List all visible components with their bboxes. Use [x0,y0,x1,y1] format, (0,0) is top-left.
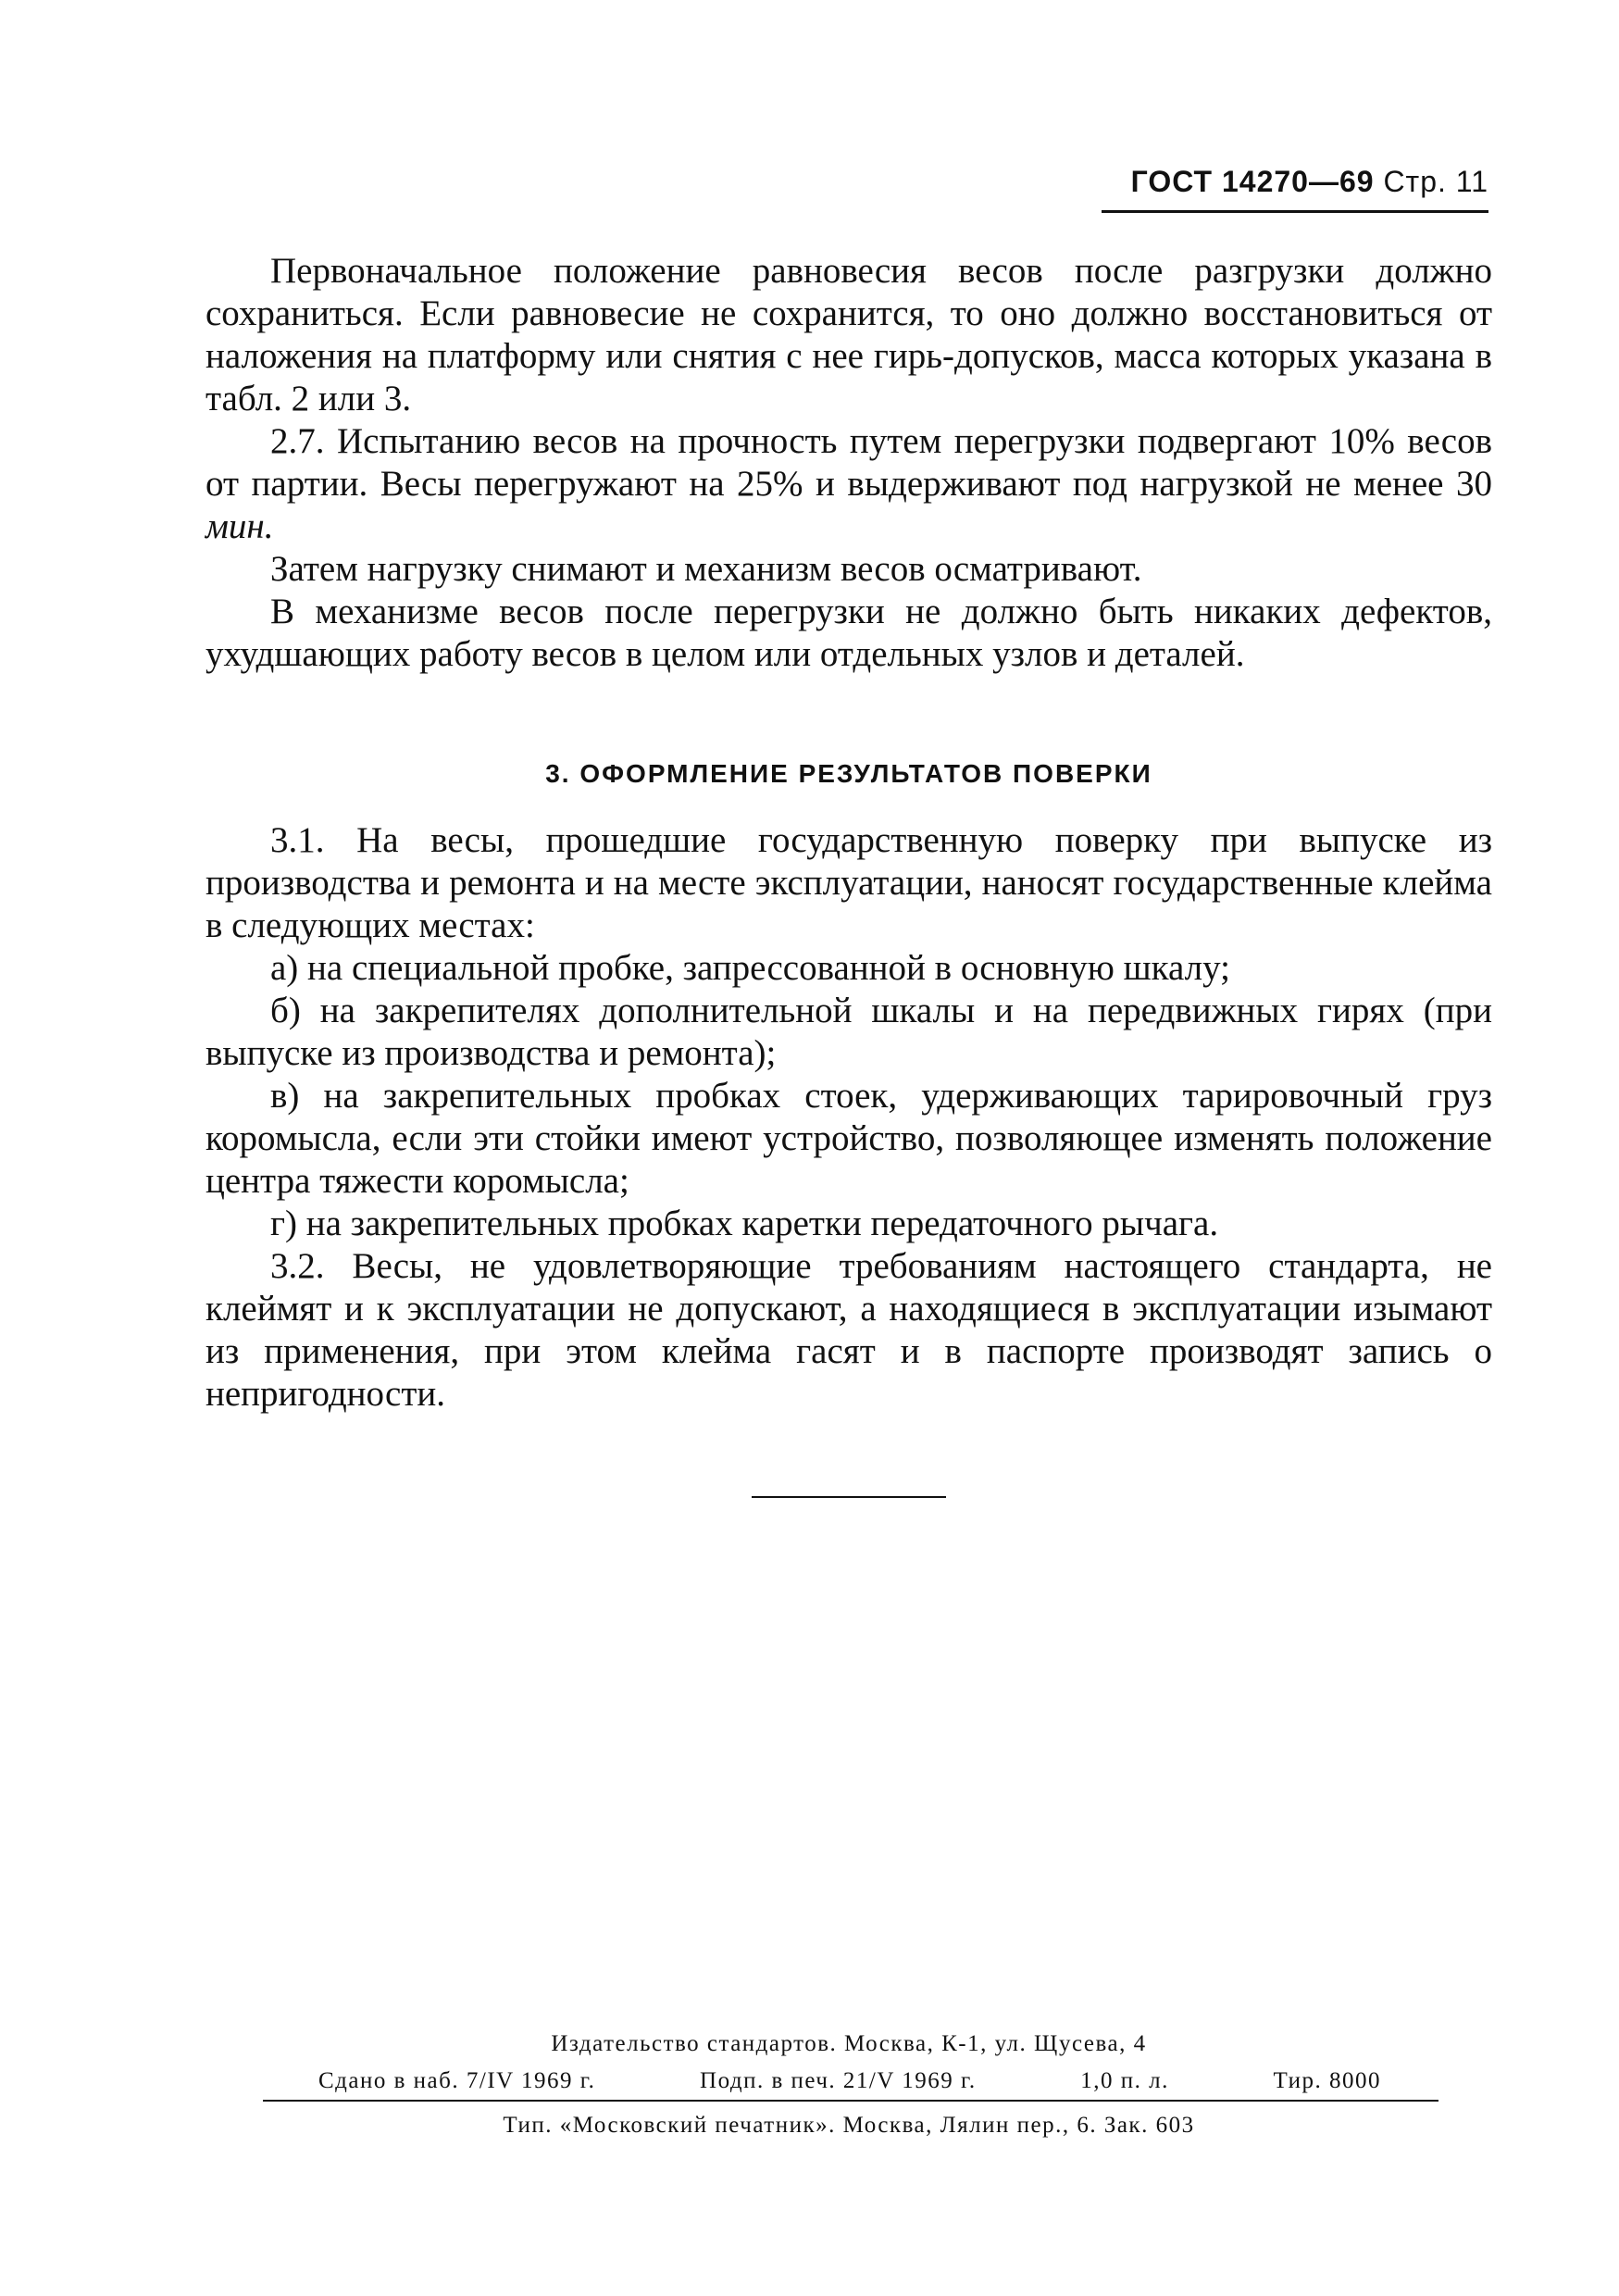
typeset-date: Сдано в наб. 7/IV 1969 г. [318,2068,596,2093]
list-item: г) на закрепительных пробках каретки передаточного рычага. [270,1204,1219,1243]
paragraph: 3.2. Весы, не удовлетворяющие требованиям настоящего стандарта, не клеймят и к эксплуатации не допускают, а находящиеся в эксплуатации изымают из применения, при этом клейма гасят и в паспорте производят запись о непригодности. [205,1246,1492,1414]
unit-minutes: мин. [205,506,274,546]
paragraph: 2.7. Испытанию весов на прочность путем перегрузки подвергают 10% весов от партии. Весы перегружают на 25% и выдерживают под нагрузкой не менее 30 мин. [205,421,1492,546]
page-number: Стр. 11 [1383,165,1488,198]
paragraph: В механизме весов после перегрузки не должно быть никаких дефектов, ухудшающих работу весов в целом или отдельных узлов и деталей. [205,592,1492,674]
list-item: б) на закрепителях дополнительной шкалы и на передвижных гирях (при выпуске из производства и ремонта); [205,991,1492,1073]
section-3-text [205,819,1492,1416]
imprint [205,2026,1492,2144]
list-item: в) на закрепительных пробках стоек, удерживающих тарировочный груз коромысла, если эти стойки имеют устройство, позволяющее изменять положение центра тяжести коромысла; [205,1076,1492,1201]
section-3-title: 3. ОФОРМЛЕНИЕ РЕЗУЛЬТАТОВ ПОВЕРКИ [545,759,1152,788]
paragraph: 3.1. На весы, прошедшие государственную поверку при выпуске из производства и ремонта и на месте эксплуатации, наносят государственные клейма в следующих местах: [205,820,1492,945]
sheet-count: 1,0 п. л. [1080,2068,1169,2093]
print-run: Тир. 8000 [1273,2068,1381,2093]
publisher-line: Издательство стандартов. Москва, К-1, ул. Щусева, 4 [551,2031,1147,2056]
paragraph: Первоначальное положение равновесия весов после разгрузки должно сохраниться. Если равновесие не сохранится, то оно должно восстановиться от наложения на платформу или снятия с нее гирь-допусков, масса которых указана в табл. 2 или 3. [205,251,1492,418]
signed-date: Подп. в печ. 21/V 1969 г. [700,2068,977,2093]
end-divider [752,1496,946,1498]
print-details-line [263,2063,1438,2102]
section-2-text [205,250,1492,676]
standard-number: ГОСТ 14270—69 [1130,165,1375,198]
page-header [1102,165,1488,213]
list-item: а) на специальной пробке, запрессованной в основную шкалу; [270,948,1230,988]
paragraph: Затем нагрузку снимают и механизм весов осматривают. [270,549,1142,589]
printer-line: Тип. «Московский печатник». Москва, Лялин пер., 6. Зак. 603 [503,2113,1195,2138]
